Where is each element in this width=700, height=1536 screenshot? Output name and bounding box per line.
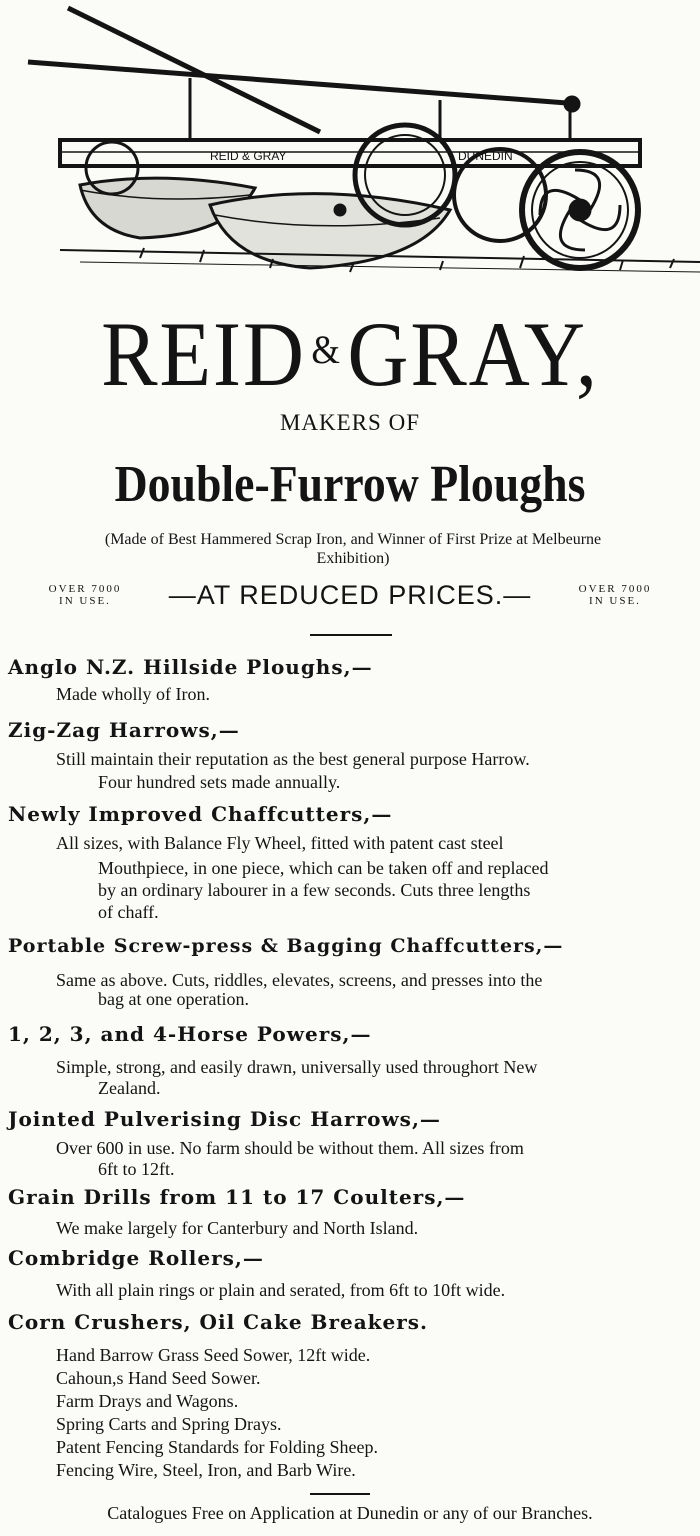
over-7000-right bbox=[560, 583, 670, 607]
section-line: Same as above. Cuts, riddles, elevates, screens, and presses into the bbox=[56, 970, 543, 990]
list-item: Fencing Wire, Steel, Iron, and Barb Wire. bbox=[56, 1460, 356, 1480]
over-bottom: IN USE. bbox=[589, 595, 641, 607]
section-heading: 1, 2, 3, and 4-Horse Powers,— bbox=[8, 1022, 372, 1046]
subtitle-line-1: (Made of Best Hammered Scrap Iron, and Winner of First Prize at Melbeurne bbox=[104, 531, 602, 548]
section-heading: Combridge Rollers,— bbox=[8, 1246, 264, 1270]
firm-name-reid: REID bbox=[101, 303, 306, 405]
section-line: All sizes, with Balance Fly Wheel, fitted with patent cast steel bbox=[56, 833, 504, 853]
section-line: We make largely for Canterbury and North Island. bbox=[56, 1218, 419, 1238]
list-item: Spring Carts and Spring Drays. bbox=[56, 1414, 282, 1434]
section-line: With all plain rings or plain and serated, from 6ft to 10ft wide. bbox=[56, 1280, 506, 1300]
section-heading: Portable Screw-press & Bagging Chaffcutters,— bbox=[8, 935, 564, 957]
section-line: Simple, strong, and easily drawn, universally used throughort New bbox=[56, 1057, 538, 1077]
section-line: of chaff. bbox=[98, 902, 159, 922]
frame-plate-left: REID & GRAY bbox=[210, 149, 287, 163]
list-item: Patent Fencing Standards for Folding Sheep. bbox=[56, 1437, 378, 1457]
section-line: Four hundred sets made annually. bbox=[98, 772, 341, 792]
firm-name-gray: GRAY, bbox=[347, 303, 599, 405]
product-title: Double-Furrow Ploughs bbox=[114, 456, 586, 513]
section-line: 6ft to 12ft. bbox=[98, 1159, 175, 1179]
over-top: OVER 7000 bbox=[48, 583, 122, 595]
section-line: by an ordinary labourer in a few seconds. Cuts three lengths bbox=[98, 880, 531, 900]
section-line: bag at one operation. bbox=[98, 989, 249, 1009]
product-subtitle bbox=[8, 530, 698, 568]
section-line: Mouthpiece, in one piece, which can be taken off and replaced bbox=[98, 858, 549, 878]
footer-catalogues: Catalogues Free on Application at Dunedin or any of our Branches. bbox=[107, 1503, 593, 1523]
section-heading: Newly Improved Chaffcutters,— bbox=[8, 802, 393, 826]
makers-of: MAKERS OF bbox=[279, 410, 420, 435]
firm-title bbox=[28, 300, 672, 405]
list-item: Cahoun,s Hand Seed Sower. bbox=[56, 1368, 261, 1388]
firm-ampersand: & bbox=[311, 327, 342, 372]
divider bbox=[310, 634, 392, 636]
section-heading: Zig-Zag Harrows,— bbox=[8, 718, 240, 742]
list-item: Hand Barrow Grass Seed Sower, 12ft wide. bbox=[56, 1345, 371, 1365]
section-line: Over 600 in use. No farm should be without them. All sizes from bbox=[56, 1138, 524, 1158]
reduced-prices: —AT REDUCED PRICES.— bbox=[168, 580, 532, 610]
divider bbox=[310, 1493, 370, 1495]
section-heading: Jointed Pulverising Disc Harrows,— bbox=[8, 1107, 441, 1131]
section-heading: Corn Crushers, Oil Cake Breakers. bbox=[8, 1310, 429, 1334]
over-bottom: IN USE. bbox=[59, 595, 111, 607]
list-item: Farm Drays and Wagons. bbox=[56, 1391, 239, 1411]
section-heading: Grain Drills from 11 to 17 Coulters,— bbox=[8, 1185, 466, 1209]
over-top: OVER 7000 bbox=[578, 583, 652, 595]
subtitle-line-2: Exhibition) bbox=[316, 550, 390, 567]
plough-illustration bbox=[20, 0, 700, 292]
frame-plate-right: DUNEDIN bbox=[458, 149, 513, 163]
extras-list bbox=[56, 1344, 378, 1482]
section-line: Still maintain their reputation as the best general purpose Harrow. bbox=[56, 749, 530, 769]
section-heading: Anglo N.Z. Hillside Ploughs,— bbox=[8, 655, 373, 679]
section-line: Zealand. bbox=[98, 1078, 161, 1098]
section-line: Made wholly of Iron. bbox=[56, 684, 210, 704]
